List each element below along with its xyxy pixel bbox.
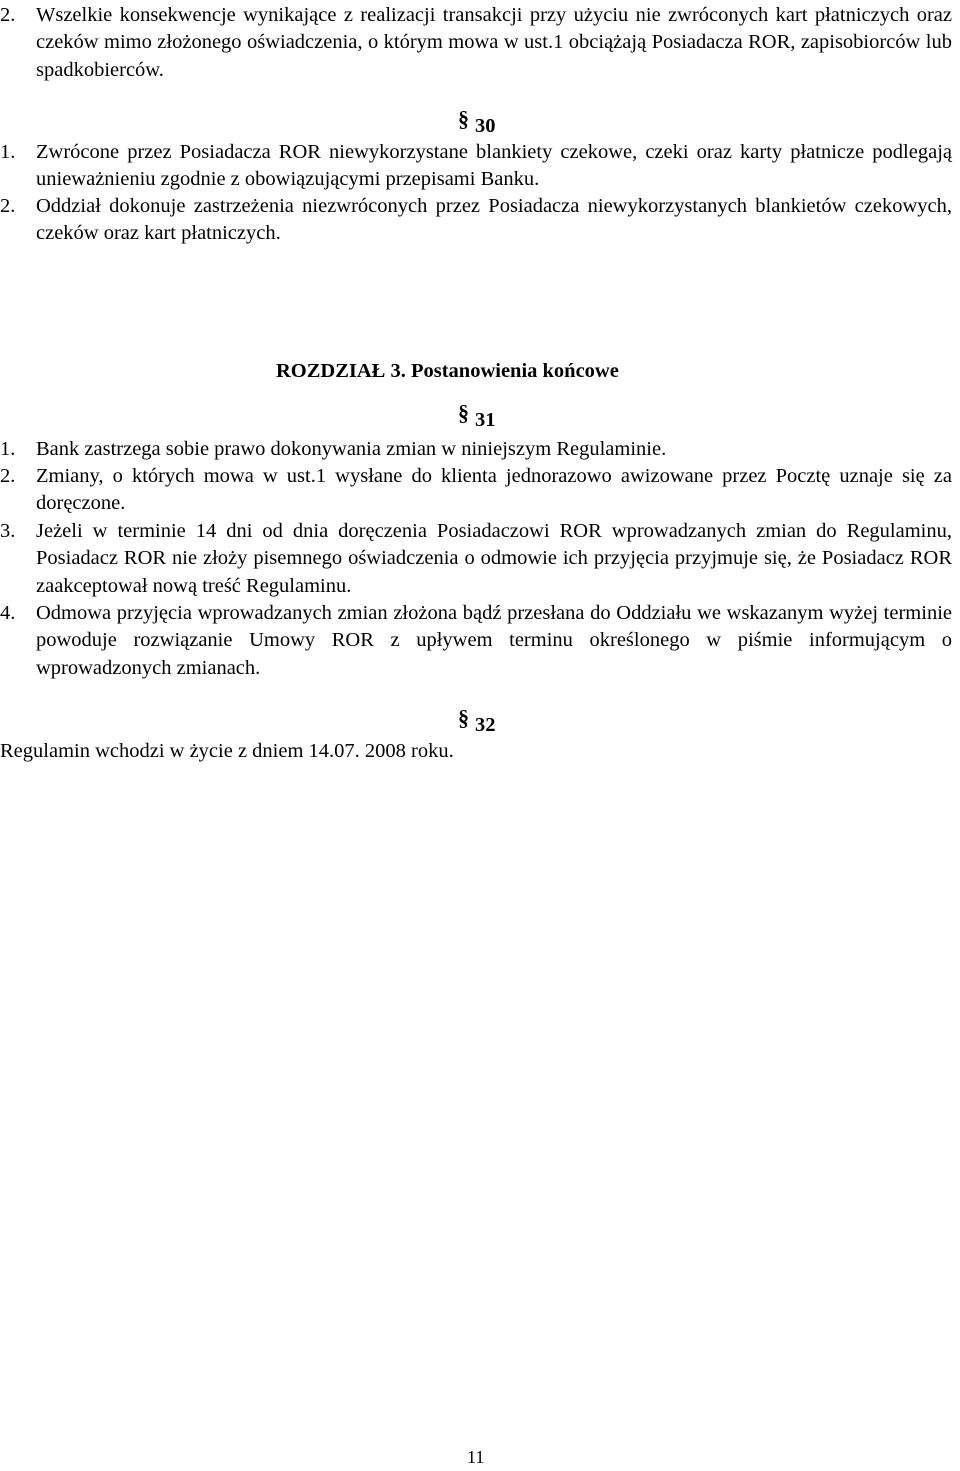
section-number: 31 bbox=[475, 409, 496, 431]
section-29-item-2 bbox=[0, 2, 952, 84]
section-30-heading bbox=[458, 106, 496, 140]
section-32-heading bbox=[458, 705, 496, 739]
section-symbol: § bbox=[458, 705, 469, 730]
item-text: Zwrócone przez Posiadacza ROR niewykorzystane blankiety czekowe, czeki oraz karty płatnicze podlegają unieważnieniu zgodnie z obowiązującymi przepisami Banku. bbox=[36, 141, 952, 191]
item-number: 2. bbox=[0, 195, 16, 217]
section-31-item-2 bbox=[0, 463, 952, 518]
item-number: 2. bbox=[0, 465, 16, 487]
section-symbol: § bbox=[458, 400, 469, 425]
item-text: Bank zastrzega sobie prawo dokonywania zmian w niniejszym Regulaminie. bbox=[36, 438, 667, 460]
page-number: 11 bbox=[467, 1447, 485, 1467]
section-number: 32 bbox=[475, 714, 496, 736]
item-text: Zmiany, o których mowa w ust.1 wysłane do klienta jednorazowo awizowane przez Pocztę uznaje się za doręczone. bbox=[36, 465, 952, 515]
item-number: 2. bbox=[0, 4, 16, 26]
section-31-item-1 bbox=[0, 436, 952, 463]
item-text: Jeżeli w terminie 14 dni od dnia doręczenia Posiadaczowi ROR wprowadzanych zmian do Regulaminu, Posiadacz ROR nie złoży pisemnego oświadczenia o odmowie ich przyjęcia przyjmuje się, że Posiadacz ROR zaakceptował nową treść Regulaminu. bbox=[36, 520, 952, 597]
section-number: 30 bbox=[475, 115, 496, 137]
item-text: Wszelkie konsekwencje wynikające z realizacji transakcji przy użyciu nie zwróconych kart płatniczych oraz czeków mimo złożonego oświadczenia, o którym mowa w ust.1 obciążają Posiadacza ROR, zapisobiorców lub spadkobierców. bbox=[36, 4, 952, 81]
section-symbol: § bbox=[458, 106, 469, 131]
section-31-item-4 bbox=[0, 600, 952, 682]
chapter-title: ROZDZIAŁ 3. Postanowienia końcowe bbox=[276, 360, 619, 382]
section-30-item-2 bbox=[0, 193, 952, 248]
item-number: 4. bbox=[0, 602, 16, 624]
section-31-item-3 bbox=[0, 518, 952, 600]
effective-date-text: Regulamin wchodzi w życie z dniem 14.07. 2008 roku. bbox=[0, 740, 454, 762]
section-31-heading bbox=[458, 400, 496, 434]
item-text: Odmowa przyjęcia wprowadzanych zmian złożona bądź przesłana do Oddziału we wskazanym wyżej terminie powoduje rozwiązanie Umowy ROR z upływem terminu określonego w piśmie informującym o wprowadzonych zmianach. bbox=[36, 602, 952, 679]
item-number: 1. bbox=[0, 438, 16, 460]
item-text: Oddział dokonuje zastrzeżenia niezwróconych przez Posiadacza niewykorzystanych blankietów czekowych, czeków oraz kart płatniczych. bbox=[36, 195, 952, 245]
item-number: 1. bbox=[0, 141, 16, 163]
section-30-item-1 bbox=[0, 139, 952, 194]
item-number: 3. bbox=[0, 520, 16, 542]
